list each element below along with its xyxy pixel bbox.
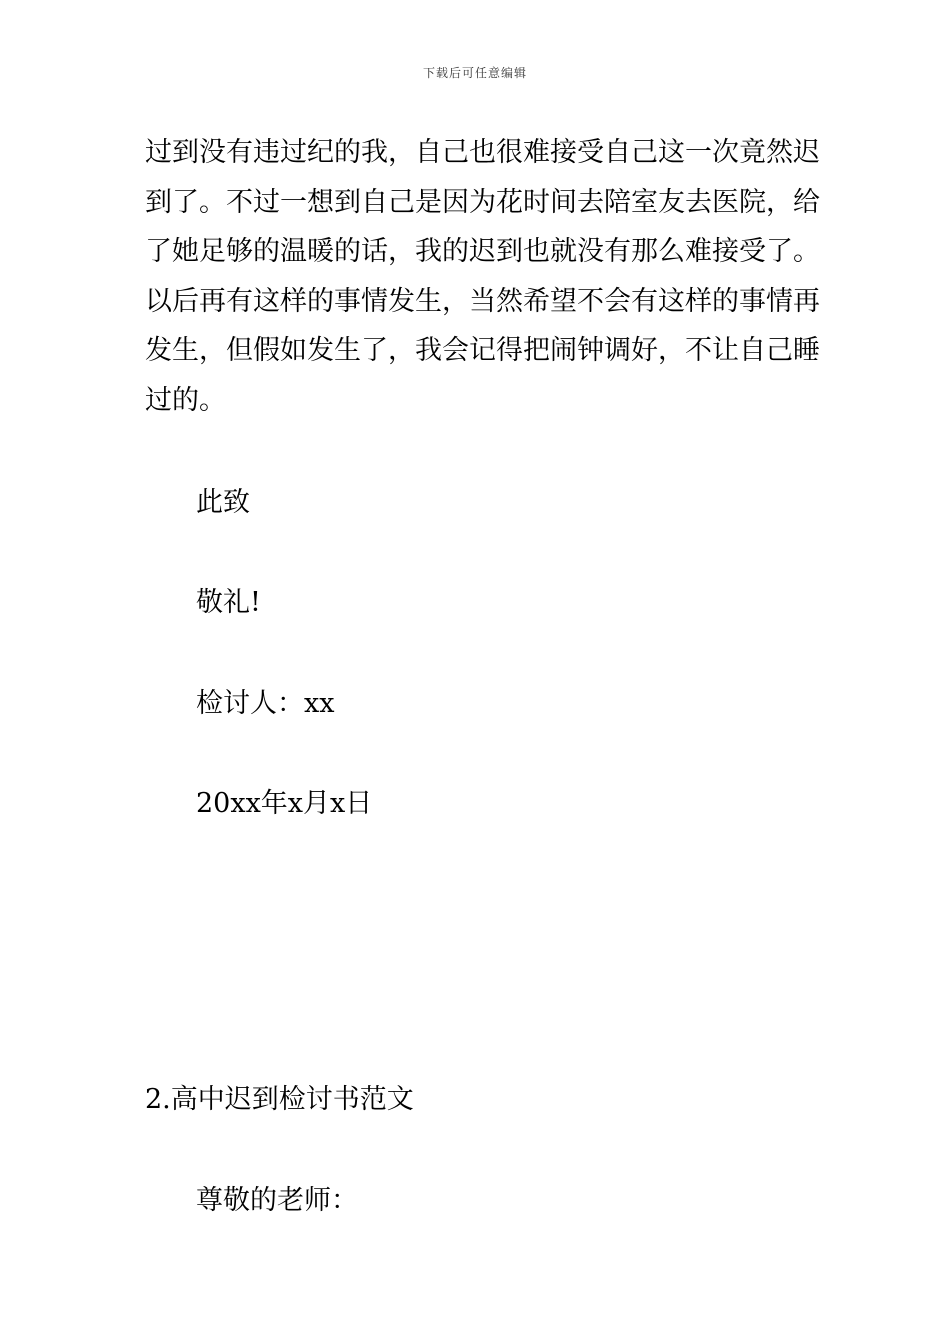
body-paragraph [145,128,820,425]
paragraph-line: 以后再有这样的事情发生，当然希望不会有这样的事情再 [145,285,820,317]
closing-salute: 敬礼! [196,587,261,618]
paragraph-line: 过到没有违过纪的我，自己也很难接受自己这一次竟然迟 [145,137,820,168]
paragraph-line: 到了。不过一想到自己是因为花时间去陪室友去医院，给 [145,186,820,218]
paragraph-line: 过的。 [145,384,226,416]
paragraph-line: 发生，但假如发生了，我会记得把闹钟调好，不让自己睡 [145,335,820,366]
section-heading: 2.高中迟到检讨书范文 [145,1084,414,1115]
paragraph-line: 了她足够的温暖的话，我的迟到也就没有那么难接受了。 [145,236,820,267]
closing-greeting: 此致 [196,487,250,518]
signer-line: 检讨人：xx [196,688,335,719]
date-line: 20xx年x月x日 [196,788,373,819]
salutation: 尊敬的老师： [196,1185,358,1216]
page-header: 下载后可任意编辑 [422,66,527,80]
